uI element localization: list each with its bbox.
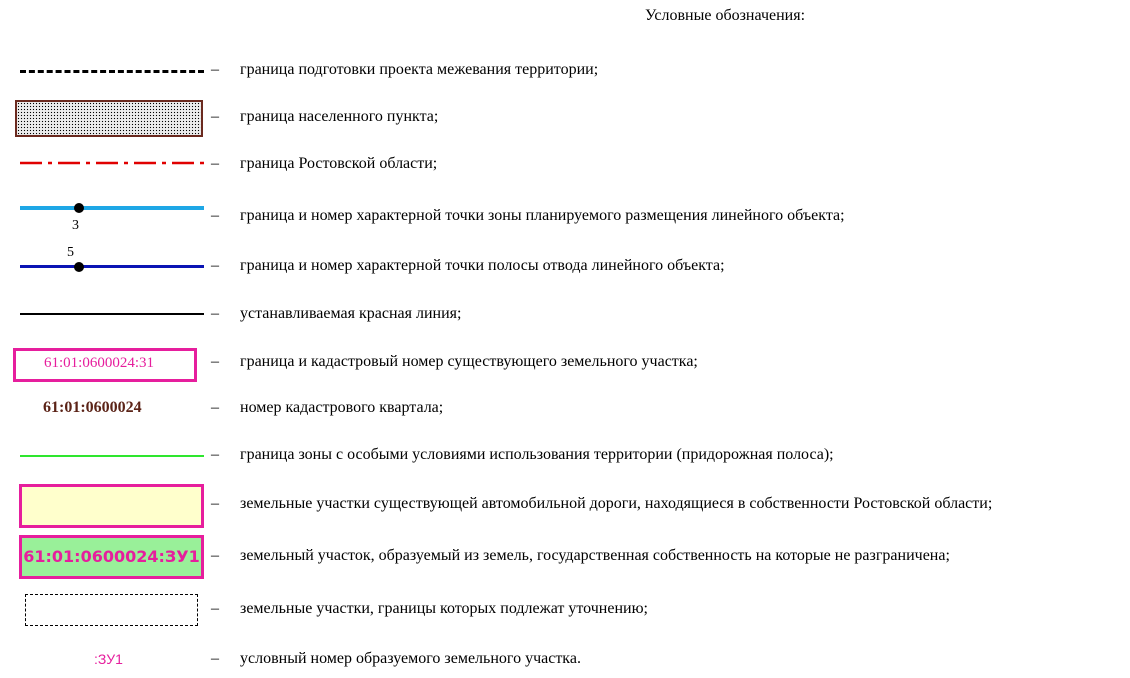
existing-plot-cadastral-number: 61:01:0600024:31	[44, 355, 155, 371]
legend-dash: –	[211, 257, 219, 274]
zone-point-number: 3	[72, 218, 79, 233]
region-boundary-symbol	[20, 160, 210, 166]
legend-desc-settlement-boundary: граница населенного пункта;	[240, 108, 439, 125]
allotment-point-number: 5	[67, 245, 74, 260]
legend-desc-roadside-zone: граница зоны с особыми условиями использования территории (придорожная полоса);	[240, 446, 834, 463]
legend-dash: –	[211, 399, 219, 416]
legend-desc-unclear-plots: земельные участки, границы которых подлежат уточнению;	[240, 600, 648, 617]
legend-desc-road-plots: земельные участки существующей автомобильной дороги, находящиеся в собственности Ростовской области;	[240, 495, 993, 512]
legend-dash: –	[211, 155, 219, 172]
legend-desc-red-line: устанавливаемая красная линия;	[240, 305, 462, 322]
legend-dash: –	[211, 600, 219, 617]
road-plots-symbol	[19, 484, 204, 528]
legend-desc-allotment-point: граница и номер характерной точки полосы отвода линейного объекта;	[240, 257, 725, 274]
conditional-plot-number: :ЗУ1	[94, 651, 123, 667]
legend-dash: –	[211, 305, 219, 322]
legend-desc-new-plot: земельный участок, образуемый из земель, государственная собственность на которые не разграничена;	[240, 547, 950, 564]
legend-dash: –	[211, 547, 219, 564]
zone-boundary-line	[20, 206, 204, 210]
legend-desc-conditional-number: условный номер образуемого земельного участка.	[240, 650, 581, 667]
legend-dash: –	[211, 108, 219, 125]
legend-title: Условные обозначения:	[645, 7, 806, 24]
unclear-plots-symbol	[25, 594, 198, 626]
new-plot-symbol	[19, 535, 204, 579]
red-line-symbol	[20, 313, 204, 315]
allotment-point-marker	[74, 262, 84, 272]
cadastral-quarter-number: 61:01:0600024	[43, 399, 142, 416]
new-plot-cadastral-number: 61:01:0600024:ЗУ1	[23, 547, 200, 566]
legend-dash: –	[211, 353, 219, 370]
legend-desc-cadastral-quarter: номер кадастрового квартала;	[240, 399, 444, 416]
legend-desc-project-boundary: граница подготовки проекта межевания территории;	[240, 61, 599, 78]
legend-dash: –	[211, 207, 219, 224]
legend-dash: –	[211, 446, 219, 463]
legend-dash: –	[211, 650, 219, 667]
legend-desc-zone-point: граница и номер характерной точки зоны планируемого размещения линейного объекта;	[240, 207, 845, 224]
roadside-zone-line	[20, 455, 204, 457]
legend-desc-region-boundary: граница Ростовской области;	[240, 155, 438, 172]
legend-desc-existing-plot: граница и кадастровый номер существующего земельного участка;	[240, 353, 698, 370]
project-boundary-symbol	[20, 70, 204, 73]
legend-dash: –	[211, 61, 219, 78]
zone-point-marker	[74, 203, 84, 213]
legend-dash: –	[211, 495, 219, 512]
existing-plot-symbol	[13, 348, 197, 382]
settlement-boundary-symbol	[15, 100, 203, 137]
allotment-boundary-line	[20, 265, 204, 268]
